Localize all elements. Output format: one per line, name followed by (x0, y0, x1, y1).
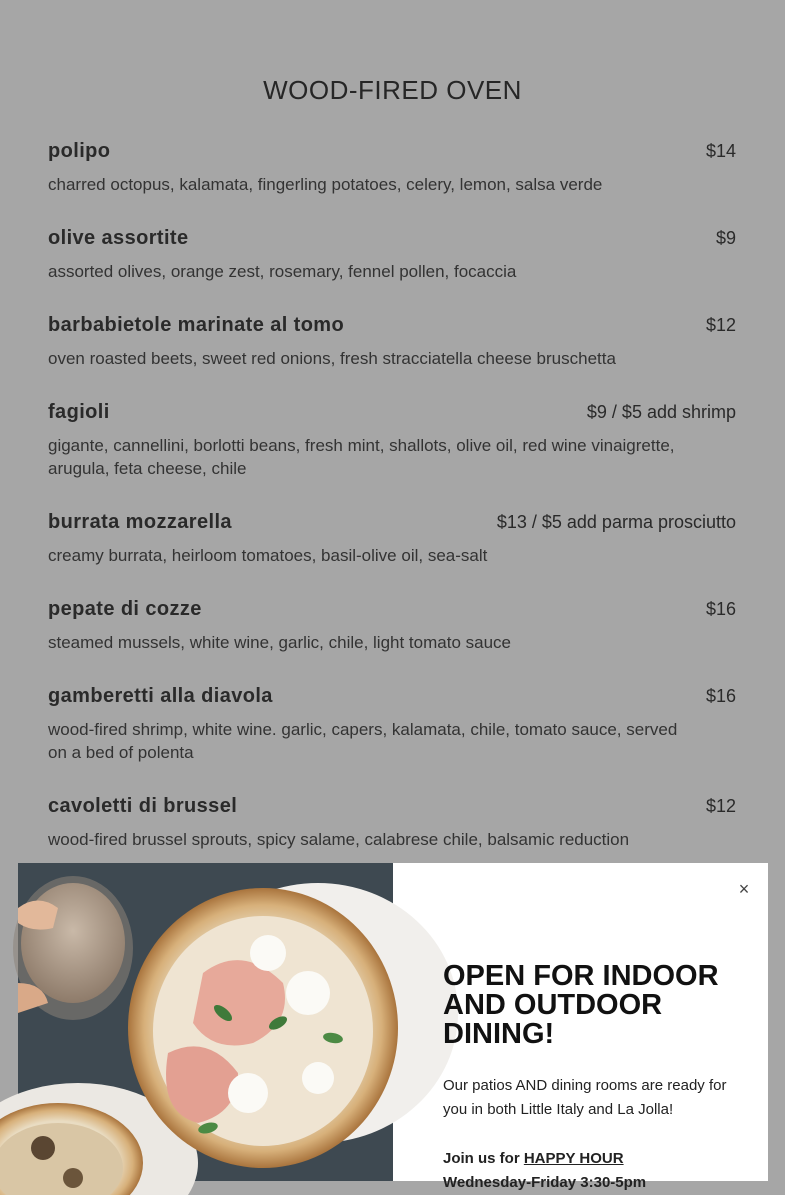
menu-item-price: $13 / $5 add parma prosciutto (496, 512, 736, 532)
menu-item-description: wood-fired brussel sprouts, spicy salame, calabrese chile, balsamic reduction (48, 830, 630, 849)
close-icon[interactable]: × (738, 879, 750, 899)
menu-item-price: $12 (705, 796, 736, 816)
promo-popup (18, 863, 768, 1191)
menu-item-description: gigante, cannellini, borlotti beans, fresh mint, shallots, olive oil, red wine vinaigrette, arugula, feta cheese, chile (48, 436, 675, 478)
menu-item-description: assorted olives, orange zest, rosemary, fennel pollen, focaccia (48, 262, 517, 281)
menu-item-description: charred octopus, kalamata, fingerling potatoes, celery, lemon, salsa verde (48, 175, 603, 194)
happy-hour-line (443, 1147, 743, 1171)
menu-item-description: oven roasted beets, sweet red onions, fresh stracciatella cheese bruschetta (48, 349, 616, 368)
menu-item-name: gamberetti alla diavola (48, 685, 273, 707)
menu-item-name: burrata mozzarella (48, 511, 232, 533)
popup-heading: OPEN FOR INDOOR AND OUTDOOR DINING! (443, 960, 719, 1050)
menu-item-name: fagioli (48, 401, 110, 423)
menu-item-name: olive assortite (48, 227, 189, 249)
menu-item-description: steamed mussels, white wine, garlic, chile, light tomato sauce (48, 633, 511, 652)
menu-item-price: $14 (705, 141, 736, 161)
menu-item-price: $9 (715, 228, 736, 248)
popup-content (393, 863, 768, 1191)
menu-item-name: pepate di cozze (48, 598, 202, 620)
menu-item-price: $9 / $5 add shrimp (586, 402, 736, 422)
popup-body-text: Our patios AND dining rooms are ready for you in both Little Italy and La Jolla! (443, 1077, 727, 1118)
pizza-photo (18, 863, 393, 1181)
menu-item-name: cavoletti di brussel (48, 795, 238, 817)
pizza-illustration (18, 863, 393, 1181)
menu-item-price: $12 (705, 315, 736, 335)
section-title: WOOD-FIRED OVEN (263, 75, 522, 106)
happy-hour-schedule: Wednesday-Friday 3:30-5pm (443, 1174, 647, 1191)
menu-item-price: $16 (705, 686, 736, 706)
happy-hour-link[interactable]: HAPPY HOUR (523, 1150, 624, 1167)
menu-item-price: $16 (705, 599, 736, 619)
menu-item-description: creamy burrata, heirloom tomatoes, basil-olive oil, sea-salt (48, 546, 488, 565)
menu-item-name: polipo (48, 140, 111, 162)
menu-item-name: barbabietole marinate al tomo (48, 314, 345, 336)
menu-item-description: wood-fired shrimp, white wine. garlic, capers, kalamata, chile, tomato sauce, served on a bed of polenta (48, 720, 678, 762)
join-prefix: Join us for (443, 1150, 524, 1167)
